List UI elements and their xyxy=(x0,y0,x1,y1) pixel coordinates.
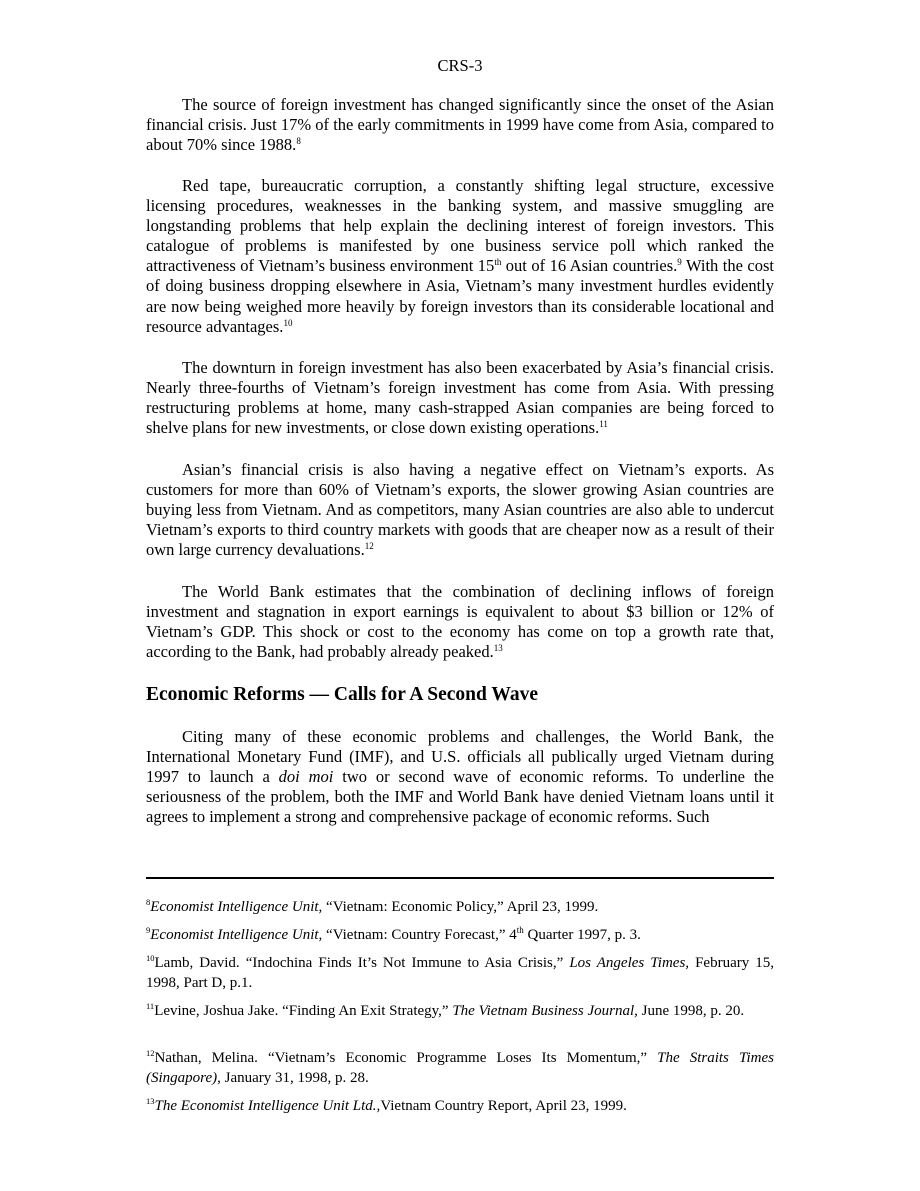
footnote-source: The Vietnam Business Journal, xyxy=(452,1003,638,1019)
footnote-text: February 15, 1998, Part D, p.1. xyxy=(146,955,775,991)
footnote-number: 10 xyxy=(146,953,155,963)
paragraph-text: Red tape, bureaucratic corruption, a constantly shifting legal structure, excessive licensing procedures, weaknesses in the banking system, and massive smuggling are longstanding problems that help explain the declining interest of foreign investors. This catalogue of problems is manifested by one business service poll which ranked the attractiveness of Vietnam’s business environment 15 xyxy=(146,176,774,276)
footnote-text: Nathan, Melina. “Vietnam’s Economic Programme Loses Its Momentum,” xyxy=(154,1050,658,1066)
footnote-source: Los Angeles Times, xyxy=(569,955,690,971)
paragraph-foreign-investment-source xyxy=(146,95,774,155)
footnote-source: The Economist Intelligence Unit Ltd., xyxy=(154,1098,381,1114)
footnote-number: 13 xyxy=(146,1096,155,1106)
footnote-text: Quarter 1997, p. 3. xyxy=(523,927,641,943)
footnote-text: “Vietnam: Country Forecast,” 4 xyxy=(322,927,517,943)
footnote-8 xyxy=(146,898,774,918)
footnote-divider xyxy=(146,877,774,879)
footnote-source: The Straits Times (Singapore) xyxy=(146,1050,774,1086)
paragraph-text: Citing many of these economic problems and challenges, the World Bank, the International Monetary Fund (IMF), and U.S. officials all publically urged Vietnam during 1997 to launch a xyxy=(146,727,774,787)
paragraph-world-bank-estimate xyxy=(146,582,774,662)
footnote-source: Economist Intelligence Unit, xyxy=(150,899,323,915)
section-heading: Economic Reforms — Calls for A Second Wave xyxy=(146,684,538,705)
footnote-ref: 11 xyxy=(599,419,608,430)
paragraph-text: two or second wave of economic reforms. To underline the seriousness of the problem, both the IMF and World Bank have denied Vietnam loans until it agrees to implement a strong and comprehensive package of economic reforms. Such xyxy=(146,767,774,827)
ordinal-suffix: th xyxy=(494,257,502,268)
paragraph-text: Asian’s financial crisis is also having a negative effect on Vietnam’s exports. As customers for more than 60% of Vietnam’s exports, the slower growing Asian countries are buying less from Vietnam. And as competitors, many Asian countries are also able to undercut Vietnam’s exports to third country markets with goods that are cheaper now as a result of their own large currency devaluations. xyxy=(146,460,774,560)
footnote-9 xyxy=(146,926,774,946)
paragraph-economic-reforms xyxy=(146,727,774,827)
paragraph-text: With the cost of doing business dropping elsewhere in Asia, Vietnam’s many investment hurdles evidently are now being weighed more heavily by foreign investors than its considerable locational and resource advantages. xyxy=(146,256,774,336)
footnote-ref: 8 xyxy=(296,136,301,147)
footnote-number: 12 xyxy=(146,1048,155,1058)
paragraph-exports xyxy=(146,460,774,560)
ordinal-suffix: th xyxy=(516,925,524,935)
footnote-10 xyxy=(146,954,774,993)
footnote-text: Vietnam Country Report, April 23, 1999. xyxy=(380,1098,627,1114)
footnote-text: Levine, Joshua Jake. “Finding An Exit Strategy,” xyxy=(154,1003,453,1019)
paragraph-asia-downturn xyxy=(146,358,774,438)
paragraph-text: The downturn in foreign investment has also been exacerbated by Asia’s financial crisis. Nearly three-fourths of Vietnam’s foreign investment has come from Asia. With pressing restructuring problems at home, many cash-strapped Asian companies are being forced to shelve plans for new investments, or close down existing operations. xyxy=(146,358,774,438)
footnote-number: 8 xyxy=(146,897,151,907)
footnote-ref: 10 xyxy=(283,317,293,328)
footnote-ref: 9 xyxy=(677,257,682,268)
footnote-11 xyxy=(146,1002,774,1022)
paragraph-investment-hurdles xyxy=(146,176,774,337)
footnote-text: , January 31, 1998, p. 28. xyxy=(217,1069,369,1086)
paragraph-text: The World Bank estimates that the combination of declining inflows of foreign investment and stagnation in export earnings is equivalent to about $3 billion or 12% of Vietnam’s GDP. This shock or cost to the economy has come on top a growth rate that, according to the Bank, had probably already peaked. xyxy=(146,582,774,662)
footnote-number: 11 xyxy=(146,1001,155,1011)
footnote-text: “Vietnam: Economic Policy,” April 23, 1999. xyxy=(322,899,599,915)
paragraph-text: out of 16 Asian countries. xyxy=(501,256,678,276)
emphasis-term: doi moi xyxy=(278,767,334,787)
footnote-text: June 1998, p. 20. xyxy=(637,1003,745,1019)
footnote-ref: 13 xyxy=(493,643,503,654)
footnote-text: Lamb, David. “Indochina Finds It’s Not Immune to Asia Crisis,” xyxy=(154,955,570,971)
footnote-13 xyxy=(146,1097,774,1117)
footnote-ref: 12 xyxy=(364,541,374,552)
footnote-12 xyxy=(146,1049,774,1088)
footnote-source: Economist Intelligence Unit, xyxy=(150,927,323,943)
paragraph-text: The source of foreign investment has changed significantly since the onset of the Asian financial crisis. Just 17% of the early commitments in 1999 have come from Asia, compared to about 70% since 1988. xyxy=(146,95,774,155)
footnote-number: 9 xyxy=(146,925,151,935)
page-header: CRS-3 xyxy=(437,56,483,75)
